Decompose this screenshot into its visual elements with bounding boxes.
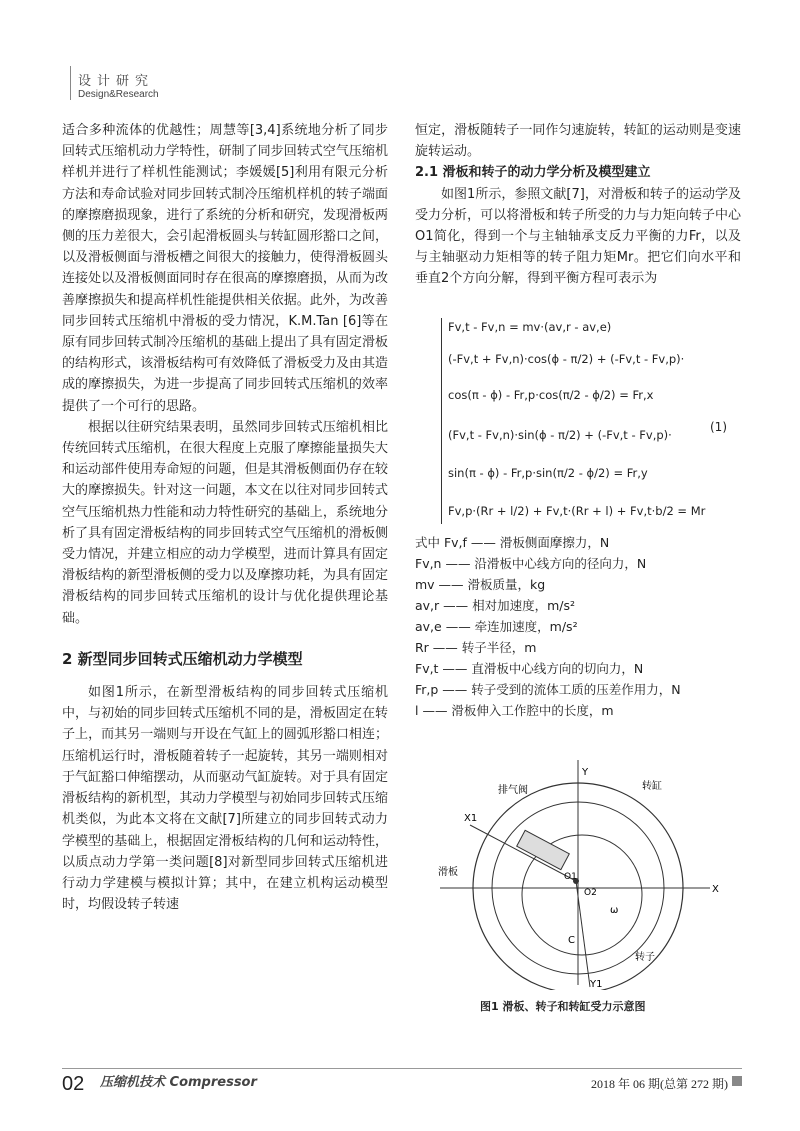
running-header — [78, 70, 159, 100]
label-y1: Y1 — [590, 979, 603, 990]
def-7: Fv,t —— 直滑板中心线方向的切向力，N — [415, 661, 644, 676]
equation-number: (1) — [710, 420, 727, 434]
label-vane: 滑板 — [438, 867, 458, 878]
label-c: C — [568, 935, 575, 946]
figure-caption: 图1 滑板、转子和转缸受力示意图 — [480, 1000, 646, 1013]
magazine-logo: 压缩机技术 Compressor — [100, 1075, 257, 1090]
def-2: Fv,n —— 沿滑板中心线方向的径向力，N — [415, 556, 647, 571]
right-column — [415, 120, 741, 290]
equation-brace — [441, 318, 448, 524]
label-x1: X1 — [464, 813, 478, 824]
label-exhaust: 排气阀 — [498, 785, 528, 796]
issue-info: 2018 年 06 期(总第 272 期) — [591, 1077, 728, 1091]
para-2: 根据以往研究结果表明，虽然同步回转式压缩机相比传统回转式压缩机，在很大程度上克服了摩擦能量损失大和运动部件使用寿命短的问题，但是其滑板侧面仍存在较大的摩擦损失。针对这一问题，本文在以往对同步回转式空气压缩机热力性能和动力特性研究的基础上，系统地分析了具有固定滑板结构的同步回转式空气压缩机的滑板侧受力情况，并建立相应的动力学模型，进而计算具有固定滑板结构的新型滑板侧的受力以及摩擦功耗，为具有固定滑板结构的同步回转式压缩机的设计与优化提供理论基础。 — [62, 419, 388, 626]
para-r0: 恒定，滑板随转子一同作匀速旋转，转缸的运动则是变速旋转运动。 — [415, 123, 741, 160]
footer-square — [732, 1076, 742, 1086]
label-rotor: 转子 — [635, 952, 655, 963]
eq-row-4: (Fv,t - Fv,n)·sin(ϕ - π/2) + (-Fv,t - Fv,p)· — [448, 428, 672, 442]
symbol-definitions — [415, 532, 681, 721]
def-9: l —— 滑板伸入工作腔中的长度，m — [415, 703, 614, 718]
left-column — [62, 120, 388, 915]
def-3: mv —— 滑板质量，kg — [415, 577, 546, 592]
eq-row-3: cos(π - ϕ) - Fr,p·cos(π/2 - ϕ/2) = Fr,x — [448, 388, 654, 402]
def-4: av,r —— 相对加速度，m/s² — [415, 598, 576, 613]
header-cn: 设计研究 — [78, 74, 155, 89]
header-rule — [70, 66, 71, 100]
eq-row-2: (-Fv,t + Fv,n)·cos(ϕ - π/2) + (-Fv,t - Fv,p)· — [448, 352, 685, 366]
eq-row-5: sin(π - ϕ) - Fr,p·sin(π/2 - ϕ/2) = Fr,y — [448, 466, 648, 480]
label-cylinder: 转缸 — [642, 781, 662, 792]
eq-row-1: Fv,t - Fv,n = mv·(av,r - av,e) — [448, 320, 612, 334]
para-1: 适合多种流体的优越性；周慧等[3,4]系统地分析了同步回转式压缩机动力学特性，研制了同步回转式空气压缩机样机并进行了样机性能测试；李媛媛[5]利用有限元分析方法和寿命试验对同步回转式制冷压缩机样机的转子端面的摩擦磨损现象，进行了系统的分析和研究，发现滑板两侧的压力差很大，会引起滑板圆头与转缸圆形豁口之间，以及滑板侧面与滑板槽之间很大的接触力，使得滑板圆头连接处以及滑板侧面同时存在很高的摩擦磨损，从而为改善摩擦损失和提高样机性能提供相关依据。此外，为改善同步回转式压缩机中滑板的受力情况，K.M.Tan [6]等在原有同步回转式制冷压缩机的基础上提出了具有固定滑板的结构形式，该滑板结构可有效降低了滑板受力及由其造成的摩擦损失，为进一步提高了同步回转式压缩机的效率提供了一个可行的思路。 — [62, 123, 388, 414]
def-6: Rr —— 转子半径，m — [415, 640, 537, 655]
label-o1: O1 — [564, 872, 577, 882]
label-x: X — [712, 884, 719, 895]
label-omega: ω — [610, 905, 619, 916]
para-r1: 如图1所示，参照文献[7]，对滑板和转子的运动学及受力分析，可以将滑板和转子所受的力与力矩向转子中心O1简化，得到一个与主轴轴承支反力平衡的力Fr，以及与主轴驱动力矩相等的转子阻力矩Mr。把它们向水平和垂直2个方向分解，得到平衡方程可表示为 — [415, 186, 741, 287]
section-2-1-title: 2.1 滑板和转子的动力学分析及模型建立 — [415, 165, 651, 181]
def-1: 式中 Fv,f —— 滑板侧面摩擦力，N — [415, 535, 610, 550]
figure-1-diagram — [430, 755, 740, 990]
label-y: Y — [582, 767, 589, 778]
header-en: Design&Research — [78, 89, 159, 100]
label-o2: O2 — [584, 888, 597, 898]
eq-row-6: Fv,p·(Rr + l/2) + Fv,t·(Rr + l) + Fv,t·b/2 = Mr — [448, 504, 706, 518]
def-8: Fr,p —— 转子受到的流体工质的压差作用力，N — [415, 682, 681, 697]
page-footer — [62, 1068, 742, 1093]
section-2-title: 2 新型同步回转式压缩机动力学模型 — [62, 649, 303, 668]
def-5: av,e —— 牵连加速度，m/s² — [415, 619, 578, 634]
page-number: 02 — [62, 1073, 85, 1095]
para-3: 如图1所示，在新型滑板结构的同步回转式压缩机中，与初始的同步回转式压缩机不同的是，滑板固定在转子上，而其另一端则与开设在气缸上的圆弧形豁口相连；压缩机运行时，滑板随着转子一起旋转，其另一端则相对于气缸豁口伸缩摆动，从而驱动气缸旋转。对于具有固定滑板结构的新机型，其动力学模型与初始同步回转式压缩机类似，为此本文将在文献[7]所建立的同步回转式动力学模型的基础上，根据固定滑板结构的几何和运动特性，以质点动力学第一类问题[8]对新型同步回转式压缩机进行动力学建模与模拟计算；其中，在建立机构运动模型时，均假设转子转速 — [62, 685, 388, 913]
